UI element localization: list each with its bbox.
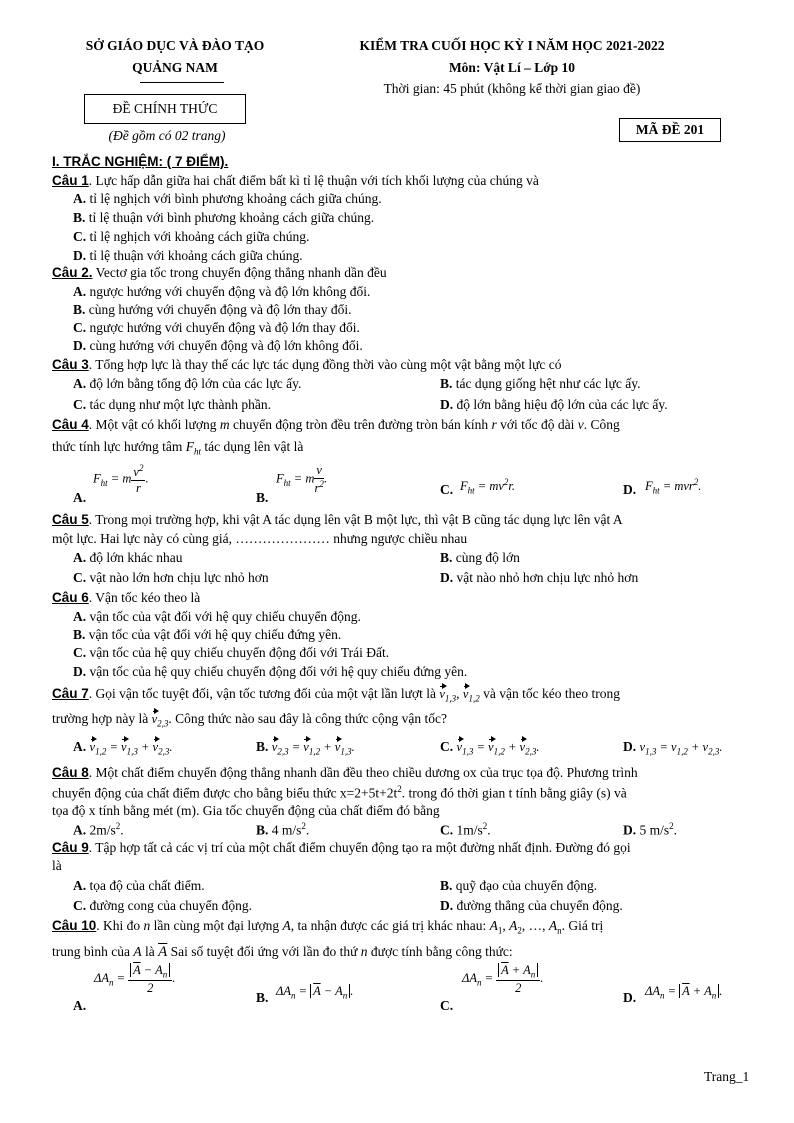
question-label: Câu 8 — [52, 765, 89, 780]
question-text: . Gọi vận tốc tuyệt đối, vận tốc tương đối của một vật lần lượt là — [88, 686, 440, 701]
option-label: A. — [73, 550, 87, 565]
formula-sub: ht — [652, 485, 660, 496]
question-text: trường hợp này là — [52, 711, 152, 726]
pages-note: (Đề gồm có 02 trang) — [108, 128, 226, 143]
question-text: lần cùng một đại lượng — [150, 918, 283, 933]
option-label: D. — [440, 397, 454, 412]
option-text: vận tốc của vật đối với hệ quy chiếu chuyển động. — [86, 609, 361, 624]
q10-option-b-label: B. — [256, 990, 269, 1005]
option-text: cùng độ lớn — [452, 550, 520, 565]
question-4-line2 — [52, 439, 303, 457]
question-text: . trong đó thời gian t tính bằng giây (s) và — [401, 785, 627, 801]
q8-option-b: B. 4 $m/s^2$. — [256, 821, 310, 838]
q4-option-a-label: A. — [73, 490, 87, 505]
official-label: ĐỀ CHÍNH THỨC — [112, 101, 218, 116]
question-6 — [52, 590, 200, 606]
q3-option-d — [440, 397, 668, 413]
option-text: độ lớn bằng hiệu độ lớn của các lực ấy. — [453, 397, 668, 412]
question-1 — [52, 173, 539, 189]
q2-option-d — [73, 338, 363, 354]
question-9-line2: là — [52, 858, 62, 873]
q3-option-a — [73, 376, 301, 392]
question-8-line2 — [52, 784, 627, 802]
q8-option-d: D. 5 $m/s^2$. — [623, 821, 678, 838]
numerator: v — [133, 465, 139, 480]
q2-option-b — [73, 302, 351, 318]
var-a: A — [133, 944, 142, 959]
q1-option-a — [73, 191, 382, 207]
q4-option-c-formula — [460, 477, 515, 496]
separator: , — [456, 686, 463, 701]
subject-line: Môn: Vật Lí – Lớp 10 — [448, 60, 576, 75]
q1-option-d — [73, 248, 303, 264]
option-label: D. — [440, 570, 454, 585]
question-text: được tính bằng công thức: — [367, 944, 513, 959]
option-text: vận tốc của hệ quy chiếu chuyển động đối với Trái Đất. — [86, 645, 390, 660]
option-text: độ lớn khác nhau — [86, 550, 183, 565]
fraction — [131, 463, 145, 496]
power: 2 — [503, 477, 509, 487]
question-text: . Tập hợp tất cả các vị trí của một chất điểm chuyển động tạo ra một đường nhất định. Đường đó gọi — [88, 840, 631, 855]
q6-option-d — [73, 664, 467, 680]
official-box — [84, 94, 246, 124]
option-text: ngược hướng với chuyển động và độ lớn thay đổi. — [86, 320, 360, 335]
option-label: C. — [73, 320, 87, 335]
option-text: cùng hướng với chuyển động và độ lớn không đổi. — [86, 338, 363, 353]
formula: $v_{1,2} = v_{1,3} + v_{2,3}$. — [89, 740, 173, 757]
q10-option-a-formula: $\Delta A_n$ = $\frac{\overline{A} - A_n}{2}$ . — [94, 963, 176, 995]
q6-option-c — [73, 645, 389, 661]
exam-code-box — [619, 118, 721, 142]
option-label: D. — [73, 664, 87, 679]
question-text: . Trong mọi trường hợp, khi vật A tác dụng lên vật B một lực, thì vật B cũng tác dụng lực lên vật A — [88, 512, 623, 527]
q4-option-b-label: B. — [256, 490, 269, 505]
question-text: . Vận tốc kéo theo là — [88, 590, 201, 605]
vector-v: v — [439, 687, 445, 701]
q10-option-d-formula: $\Delta A_n = \overline{A} + A_n$ . — [645, 984, 723, 1001]
formula-sub: ht — [283, 477, 291, 488]
option-text: độ lớn bằng tổng độ lớn của các lực ấy. — [86, 376, 302, 391]
formula-dot: . — [323, 471, 328, 486]
option-label: A. — [73, 822, 87, 838]
option-label: B. — [73, 210, 86, 225]
question-5-line2: một lực. Hai lực này có cùng giá, ………………… nhưng ngược chiều nhau — [52, 531, 468, 546]
q5-option-d — [440, 570, 638, 586]
option-text: vật nào nhỏ hơn chịu lực nhỏ hơn — [453, 570, 639, 585]
q4-option-c-label: C. — [440, 482, 454, 497]
power: 2 — [319, 479, 324, 489]
question-7-line2 — [52, 711, 447, 729]
question-label: Câu 3 — [52, 357, 89, 372]
numerator: v — [316, 463, 322, 477]
option-label: B. — [73, 627, 86, 642]
option-text: tác dụng như một lực thành phần. — [86, 397, 271, 412]
subscript: 2,3 — [157, 718, 169, 729]
question-10: Câu 10. Khi đo n lần cùng một đại lượng A, ta nhận được các giá trị khác nhau: $A_1$, $A_2$, …, $A_n$. Giá trị — [52, 918, 604, 936]
department-line2: QUẢNG NAM — [132, 60, 218, 75]
q1-option-b — [73, 210, 374, 226]
formula-sub: ht — [467, 485, 475, 496]
option-text: ngược hướng với chuyển động và độ lớn không đổi. — [86, 284, 371, 299]
q8-option-c: C. $1m/s^2$. — [440, 821, 491, 838]
option-label: C. — [440, 822, 454, 838]
var-m: m — [219, 417, 230, 432]
header-divider — [140, 82, 224, 83]
formula-eq: = — [474, 479, 490, 494]
question-label: Câu 7 — [52, 686, 89, 701]
formula-f: F — [93, 471, 101, 486]
option-label: B. — [73, 302, 86, 317]
formula-body: mvr — [674, 479, 694, 494]
q10-option-c-label: C. — [440, 998, 454, 1013]
option-text: 4 m/s — [268, 822, 302, 838]
q1-option-c — [73, 229, 309, 245]
question-text: . Giá trị — [561, 918, 604, 933]
q4-option-d-formula — [645, 477, 701, 496]
q10-option-c-formula: $\Delta A_n$ = $\frac{\overline{A} + A_n}{2}$ . — [462, 963, 544, 995]
option-label: A. — [73, 739, 87, 754]
question-label: Câu 10 — [52, 918, 97, 933]
option-text: tác dụng giống hệt như các lực ấy. — [452, 376, 641, 391]
option-label: A. — [73, 191, 87, 206]
question-text: với tốc độ dài — [496, 417, 578, 432]
exam-title: KIỂM TRA CUỐI HỌC KỲ I NĂM HỌC 2021-2022 — [359, 38, 665, 53]
q6-option-a — [73, 609, 361, 625]
formula-dot: . — [145, 471, 149, 486]
option-text: tỉ lệ nghịch với bình phương khoảng cách giữa chúng. — [86, 191, 382, 206]
subscript: 1,2 — [468, 693, 480, 704]
question-5 — [52, 512, 623, 528]
var-n: n — [360, 944, 368, 959]
option-text: vật nào lớn hơn chịu lực nhỏ hơn — [86, 570, 269, 585]
question-label: Câu 2. — [52, 265, 93, 280]
question-4 — [52, 417, 620, 433]
var-r: r — [491, 417, 497, 432]
option-text: tỉ lệ thuận với bình phương khoảng cách giữa chúng. — [85, 210, 375, 225]
option-text: tỉ lệ thuận với khoảng cách giữa chúng. — [86, 248, 303, 263]
question-text: . Một vật có khối lượng — [88, 417, 220, 432]
option-label: A. — [73, 609, 87, 624]
question-text: chuyển động của chất điểm được cho bằng biểu thức x=2+5t+2t — [52, 785, 398, 801]
denominator: r — [135, 481, 141, 496]
q6-option-b — [73, 627, 341, 643]
formula-eq: = — [107, 471, 123, 486]
question-text: chuyển động tròn đều trên đường tròn bán kính — [229, 417, 492, 432]
question-text: . Công thức nào sau đây là công thức cộng vận tốc? — [168, 711, 447, 726]
power: 2 — [693, 477, 699, 487]
q2-option-a — [73, 284, 370, 300]
question-3 — [52, 357, 562, 373]
question-text: , ta nhận được các giá trị khác nhau: — [290, 918, 490, 933]
q2-option-c — [73, 320, 360, 336]
q9-option-b — [440, 878, 597, 894]
option-text: đường cong của chuyển động. — [86, 898, 253, 913]
question-8 — [52, 765, 638, 781]
formula-dot: . — [698, 479, 702, 494]
option-label: C. — [73, 645, 87, 660]
option-text: tọa độ của chất điểm. — [86, 878, 205, 893]
q4-option-d-label: D. — [623, 482, 637, 497]
q8-option-a: A. $2m/s^2$. — [73, 821, 124, 838]
question-label: Câu 1 — [52, 173, 89, 188]
subscript: 1,3 — [444, 693, 457, 704]
question-text: tác dụng lên vật là — [200, 439, 304, 454]
option-label: D. — [623, 739, 637, 754]
section-title: I. TRẮC NGHIỆM: ( 7 ĐIỂM). — [52, 154, 229, 169]
option-label: D. — [73, 338, 87, 353]
question-label: Câu 6 — [52, 590, 89, 605]
question-text: và vận tốc kéo theo trong — [479, 686, 620, 701]
q7-option-b — [256, 739, 355, 757]
question-text: Vectơ gia tốc trong chuyển động thẳng nhanh dần đều — [92, 265, 387, 280]
power: 2 — [397, 784, 402, 794]
exam-code: MÃ ĐỀ 201 — [635, 122, 705, 137]
page-number: Trang_1 — [704, 1069, 750, 1084]
formula-eq: = — [290, 471, 306, 486]
fraction — [314, 463, 324, 496]
question-text: thức tính lực hướng tâm — [52, 439, 186, 454]
q5-option-a — [73, 550, 183, 566]
formula: $v_{2,3} = v_{1,2} + v_{1,3}$. — [271, 740, 355, 757]
formula-f: F — [276, 471, 284, 486]
option-label: C. — [440, 739, 454, 754]
var-v: v — [577, 417, 584, 432]
q5-option-c — [73, 570, 269, 586]
question-9 — [52, 840, 631, 856]
option-label: C. — [73, 397, 87, 412]
q10-option-a-label: A. — [73, 998, 87, 1013]
q7-option-d — [623, 739, 722, 757]
option-label: D. — [623, 822, 637, 838]
formula-f: F — [185, 439, 194, 454]
time-line: Thời gian: 45 phút (không kể thời gian giao đề) — [383, 81, 641, 96]
question-text: . Công — [583, 417, 620, 432]
q9-option-d — [440, 898, 623, 914]
q10-option-d-label: D. — [623, 990, 637, 1005]
option-label: D. — [440, 898, 454, 913]
question-10-line2 — [52, 944, 513, 961]
option-text: quỹ đạo của chuyển động. — [452, 878, 598, 893]
question-8-line3: tọa độ x tính bằng mét (m). Gia tốc chuyển động của chất điểm đó bằng — [52, 803, 440, 818]
formula: $v_{1,3} = v_{1,2} + v_{2,3}$. — [456, 740, 540, 757]
option-label: A. — [73, 376, 87, 391]
option-text: tỉ lệ nghịch với khoảng cách giữa chúng. — [86, 229, 310, 244]
q7-option-c — [440, 739, 539, 757]
option-label: D. — [73, 248, 87, 263]
option-label: C. — [73, 898, 87, 913]
option-label: B. — [440, 376, 453, 391]
option-text: 5 m/s — [636, 822, 670, 838]
question-label: Câu 9 — [52, 840, 89, 855]
question-2 — [52, 265, 387, 281]
department-line1: SỞ GIÁO DỤC VÀ ĐÀO TẠO — [85, 38, 265, 53]
q3-option-b — [440, 376, 640, 392]
question-text: . Một chất điểm chuyển động thẳng nhanh dần đều theo chiều dương ox của trục tọa độ. Phương trình — [88, 765, 638, 780]
vector-v: v — [462, 687, 469, 701]
question-label: Câu 4 — [52, 417, 89, 432]
formula-f: F — [645, 479, 653, 494]
formula-f: F — [460, 479, 468, 494]
question-text: . Lực hấp dẫn giữa hai chất điểm bất kì tỉ lệ thuận với tích khối lượng của chúng và — [88, 173, 539, 188]
question-7 — [52, 686, 620, 704]
question-label: Câu 5 — [52, 512, 89, 527]
var-a: A — [282, 918, 291, 933]
formula-body: r. — [508, 479, 516, 494]
option-label: A. — [73, 284, 87, 299]
denominator: r — [314, 481, 320, 496]
formula: $v_{1,3} = v_{1,2} + v_{2,3}$. — [639, 740, 723, 757]
option-label: A. — [73, 878, 87, 893]
power: 2 — [138, 463, 144, 473]
q9-option-a — [73, 878, 205, 894]
q5-option-b — [440, 550, 520, 566]
option-label: B. — [440, 550, 453, 565]
var-n: n — [143, 918, 151, 933]
option-label: C. — [73, 570, 87, 585]
question-text: . Khi đo — [96, 918, 144, 933]
formula-eq: = — [659, 479, 675, 494]
q10-option-b-formula: $\Delta A_n = \overline{A} - A_n$ . — [276, 984, 354, 1001]
question-text: . Tổng hợp lực là thay thế các lực tác dụng đồng thời vào cùng một vật bằng một lực có — [88, 357, 562, 372]
question-text: là — [141, 944, 159, 959]
q3-option-c — [73, 397, 271, 413]
option-text: vận tốc của hệ quy chiếu chuyển động đối với hệ quy chiếu đứng yên. — [86, 664, 468, 679]
option-label: C. — [73, 229, 87, 244]
option-text: 1m/s — [453, 822, 483, 838]
option-label: B. — [256, 739, 269, 754]
option-text: cùng hướng với chuyển động và độ lớn thay đổi. — [85, 302, 352, 317]
mean-a: $\overline{A}$ — [158, 944, 168, 960]
question-text: Sai số tuyệt đối ứng với lần đo thứ — [167, 944, 361, 959]
q4-option-b-formula: $F_{ht} = m$ $\frac{v}{r^2}$ . — [276, 463, 328, 496]
option-label: B. — [256, 822, 269, 838]
option-text: đường thẳng của chuyển động. — [453, 898, 623, 913]
q7-option-a — [73, 739, 172, 757]
option-text: vận tốc của vật đối với hệ quy chiếu đứng yên. — [85, 627, 342, 642]
option-label: B. — [440, 878, 453, 893]
vector-v: v — [151, 712, 158, 726]
formula-body: mv — [489, 479, 504, 494]
q9-option-c — [73, 898, 252, 914]
q4-option-a-formula: $F_{ht} = m$ $\frac{v^2}{r}$ . — [93, 463, 149, 496]
formula-sub: ht — [193, 446, 201, 457]
question-text: trung bình của — [52, 944, 134, 959]
option-text: 2m/s — [86, 822, 116, 838]
formula-sub: ht — [100, 477, 108, 488]
